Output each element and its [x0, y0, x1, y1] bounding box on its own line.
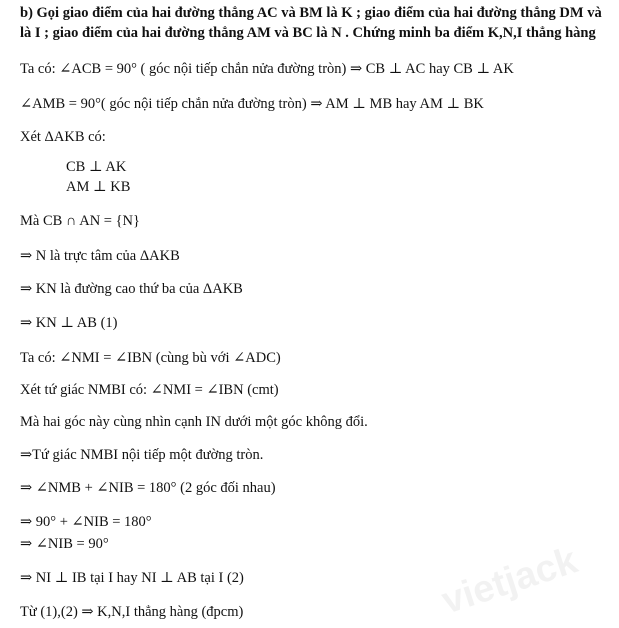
text-line: Mà CB ∩ AN = {N} [20, 213, 140, 229]
text-line: AM ⊥ KB [66, 179, 131, 195]
text-line: Xét ΔAKB có: [20, 129, 106, 145]
text-line: ⇒ ∠NIB = 90° [20, 536, 109, 552]
heading-line-1: b) Gọi giao điểm của hai đường thẳng AC và BM là K ; giao điểm của hai đường thẳng DM và [20, 5, 602, 21]
text-line: Ta có: ∠NMI = ∠IBN (cùng bù với ∠ADC) [20, 350, 281, 366]
text-line: ⇒Tứ giác NMBI nội tiếp một đường tròn. [20, 447, 264, 463]
text-line: Ta có: ∠ACB = 90° ( góc nội tiếp chắn nửa đường tròn) ⇒ CB ⊥ AC hay CB ⊥ AK [20, 61, 514, 77]
heading-line-2: là I ; giao điểm của hai đường thẳng AM và BC là N . Chứng minh ba điểm K,N,I thẳng hàng [20, 25, 596, 41]
text-line: Từ (1),(2) ⇒ K,N,I thẳng hàng (đpcm) [20, 604, 244, 620]
text-line: ⇒ ∠NMB + ∠NIB = 180° (2 góc đối nhau) [20, 480, 276, 496]
text-line: ⇒ KN ⊥ AB (1) [20, 315, 118, 331]
text-line: ⇒ KN là đường cao thứ ba của ΔAKB [20, 281, 243, 297]
text-line: ⇒ N là trực tâm của ΔAKB [20, 248, 180, 264]
text-line: Mà hai góc này cùng nhìn cạnh IN dưới một góc không đổi. [20, 414, 368, 430]
text-line: CB ⊥ AK [66, 159, 127, 175]
text-line: ∠AMB = 90°( góc nội tiếp chắn nửa đường tròn) ⇒ AM ⊥ MB hay AM ⊥ BK [20, 96, 484, 112]
watermark: vietjack [436, 539, 583, 623]
text-line: ⇒ 90° + ∠NIB = 180° [20, 514, 152, 530]
text-line: ⇒ NI ⊥ IB tại I hay NI ⊥ AB tại I (2) [20, 570, 244, 586]
text-line: Xét tứ giác NMBI có: ∠NMI = ∠IBN (cmt) [20, 382, 279, 398]
